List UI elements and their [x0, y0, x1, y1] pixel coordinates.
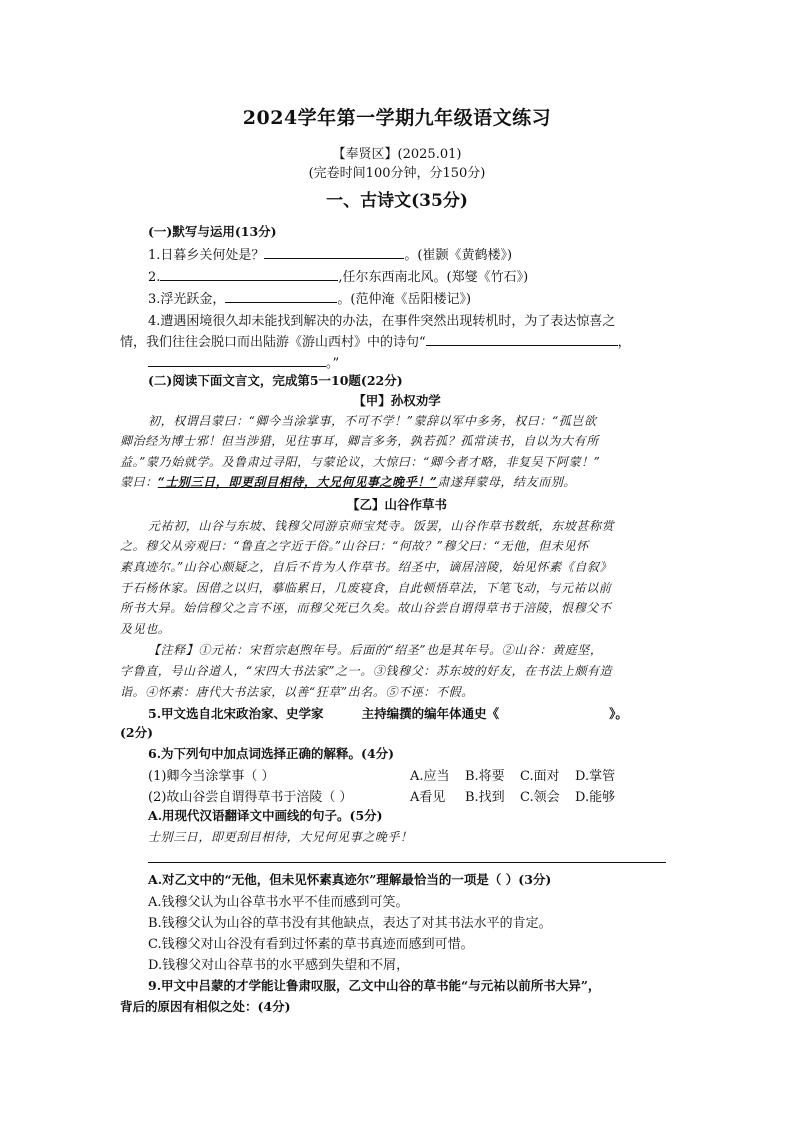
q6-1-option-d[interactable]: D.掌管 [575, 769, 616, 784]
q2-suffix: ,任尔东西南北风。(郑燮《竹石》) [338, 270, 529, 285]
notes-line: 字鲁直，号山谷道人，“宋四大书法家”之一。③钱穆父：苏东坡的好友，在书法上颇有造 [120, 664, 613, 678]
q6-1-option-b[interactable]: B.将要 [465, 769, 505, 784]
exam-info: (完卷时间100分钟，分150分) [308, 166, 486, 181]
underlined-sentence: “士别三日，即更刮目相待，大兄何见事之晚乎！” [157, 475, 438, 489]
question-6-item-1 [148, 765, 615, 784]
question-6-title: 6.为下列句中加点词选择正确的解释。(4分) [148, 746, 395, 761]
q6-2-option-d[interactable]: D.能够 [575, 790, 616, 805]
part1-heading: 一、古诗文(35分) [326, 191, 468, 211]
question-3 [148, 288, 471, 307]
passage-yi-line: 素真迹尔。”山谷心颇疑之，自后不肯为人作草书。绍圣中，谪居涪陵，始见怀素《自叙》 [120, 560, 613, 574]
question-9-line1: 9.甲文中吕蒙的才学能让鲁肃叹服，乙文中山谷的草书能“与元祐以前所书大异”， [148, 978, 601, 993]
notes-line: 【注释】①元祐：宋哲宗赵煦年号。后面的“绍圣”也是其年号。②山谷：黄庭坚， [148, 643, 603, 657]
q4-line2-comma: ， [617, 335, 631, 350]
section1-title: (一)默写与运用(13分) [148, 224, 277, 239]
notes-line: 诣。④怀素：唐代大书法家，以善“狂草”出名。⑤不诬：不假。 [120, 685, 474, 699]
question-1 [148, 244, 512, 263]
jia-last-suffix: 肃遂拜蒙母，结友而别。 [437, 475, 577, 489]
q4-answer-blank-2[interactable] [148, 353, 326, 367]
q2-answer-blank[interactable] [160, 267, 338, 281]
passage-yi-title: 【乙】山谷作草书 [346, 497, 447, 512]
passage-jia-title: 【甲】孙权劝学 [353, 393, 441, 408]
passage-jia-line: 初，权谓吕蒙曰：“卿今当涂掌事，不可不学！”蒙辞以军中多务，权曰：“孤岂欲 [148, 414, 597, 428]
q5-text-a: 5.甲文选自北宋政治家、史学家 [148, 706, 324, 721]
q1-prefix: 1.日暮乡关何处是？ [148, 248, 265, 263]
passage-yi-line: 于石杨休家。因借之以归，摹临累日，几废寝食，自此顿悟草法，下笔飞动，与元祐以前 [120, 581, 612, 595]
page-title: 2024学年第一学期九年级语文练习 [242, 107, 552, 129]
q6-2-stem: (2)故山谷尝自谓得草书于涪陵（ ） [148, 790, 353, 805]
passage-jia-line-last [120, 473, 576, 490]
q6-2-option-b[interactable]: B.找到 [465, 790, 505, 805]
question-6-item-2 [148, 786, 615, 805]
q4-line2-text: 情，我们往往会脱口而出陆游《游山西村》中的诗句“ [120, 335, 426, 350]
q8-option-a[interactable]: A.钱穆父认为山谷草书水平不佳而感到可笑。 [148, 895, 409, 910]
q8-option-d[interactable]: D.钱穆父对山谷草书的水平感到失望和不屑， [148, 958, 410, 973]
q8-option-b[interactable]: B.钱穆父认为山谷的草书没有其他缺点，表达了对其书法水平的肯定。 [148, 916, 552, 931]
question-4-line1: 4.遭遇困境很久却未能找到解决的办法，在事件突然出现转机时，为了表达惊喜之 [148, 314, 616, 329]
question-4-line2 [120, 331, 631, 350]
q3-answer-blank[interactable] [225, 289, 337, 303]
q5-text-b: 主持编撰的编年体通史《 [361, 706, 500, 721]
q3-suffix: 。(范仲淹《岳阳楼记》) [337, 292, 472, 307]
q4-answer-blank-1[interactable] [426, 332, 618, 346]
q6-1-option-a[interactable]: A.应当 [410, 769, 450, 784]
question-5-score: (2分) [120, 725, 154, 740]
passage-jia-line: 卿治经为博士邪！但当涉猎，见往事耳，卿言多务，孰若孤？孤常读书，自以为大有所 [120, 434, 599, 448]
passage-yi-line: 及见也。 [120, 622, 171, 636]
q3-prefix: 3.浮光跃金， [148, 292, 226, 307]
question-8-title: A.对乙文中的“无他，但未见怀素真迹尔”理解最恰当的一项是（ ）(3分) [148, 872, 552, 887]
q8-option-c[interactable]: C.钱穆父对山谷没有看到过怀素的草书真迹而感到可惜。 [148, 937, 474, 952]
q6-2-option-c[interactable]: C.领会 [520, 790, 560, 805]
q4-line3-end: 。” [326, 356, 340, 371]
question-2 [148, 266, 528, 285]
passage-yi-line: 之。穆父从旁观曰：“鲁直之字近于俗。”山谷曰：“何故？”穆父曰：“无他，但未见怀 [120, 539, 589, 553]
jia-last-prefix: 蒙曰： [120, 475, 158, 489]
q6-1-option-c[interactable]: C.面对 [520, 769, 560, 784]
question-7-sentence: 士别三日，即更刮目相待，大兄何见事之晚乎！ [148, 830, 413, 844]
q5-text-c: 》。 [609, 706, 628, 721]
question-9-line2: 背后的原因有相似之处：(4分) [120, 999, 291, 1014]
passage-yi-line: 所书大异。始信穆父之言不诬，而穆父死已久矣。故山谷尝自谓得草书于涪陵，恨穆父不 [120, 601, 612, 615]
district-label: 【奉贤区】(2025.01) [332, 147, 462, 162]
q1-answer-blank[interactable] [264, 245, 404, 259]
passage-yi-line: 元祐初，山谷与东坡、钱穆父同游京师宝梵寺。饭罢，山谷作草书数纸，东坡甚称赏 [148, 519, 615, 533]
q1-suffix: 。(崔颢《黄鹤楼》) [404, 248, 513, 263]
passage-jia-line: 益。”蒙乃始就学。及鲁肃过寻阳，与蒙论议，大惊曰：“卿今者才略，非复吴下阿蒙！” [120, 455, 601, 469]
q6-2-option-a[interactable]: A看见 [410, 790, 446, 805]
q2-prefix: 2. [148, 270, 161, 285]
q7-answer-line[interactable] [148, 862, 666, 863]
q6-1-stem: (1)卿今当涂掌事（ ） [148, 769, 275, 784]
question-7-title: A.用现代汉语翻译文中画线的句子。(5分) [148, 808, 383, 823]
question-4-line3 [148, 352, 339, 371]
question-5 [148, 704, 628, 722]
section2-title: (二)阅读下面文言文，完成第5一10题(22分) [148, 373, 403, 388]
